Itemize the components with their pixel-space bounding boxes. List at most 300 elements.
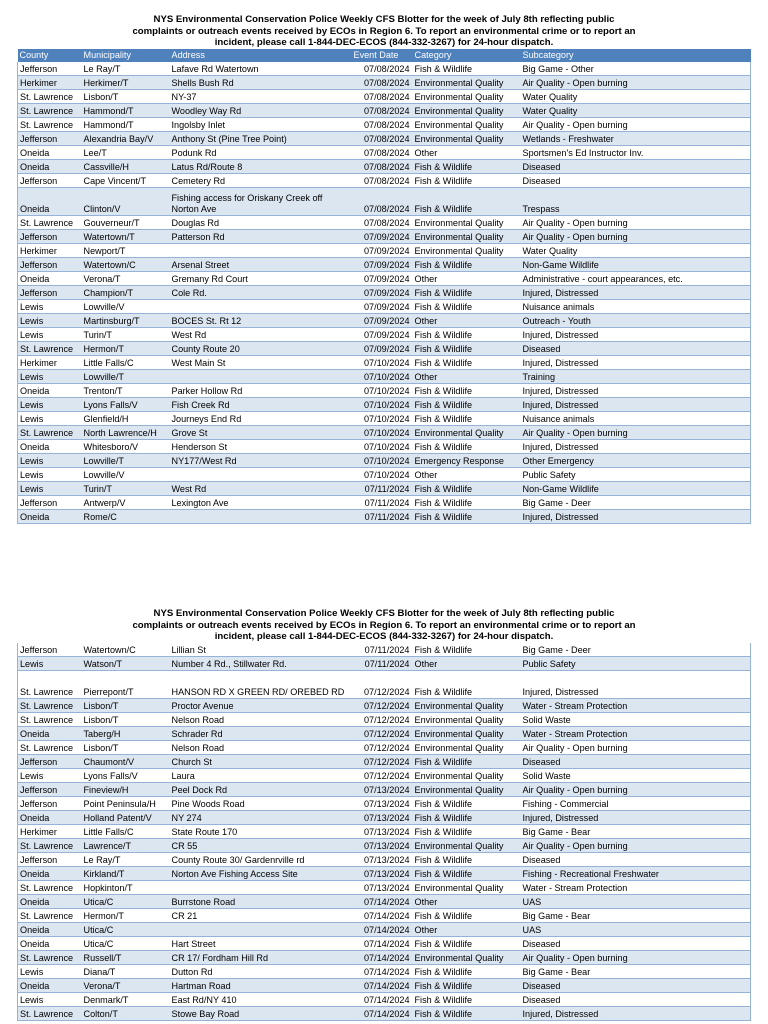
- table-row: [18, 145, 751, 159]
- event-date-cell: 07/13/2024: [352, 796, 413, 810]
- category-cell: Emergency Response: [413, 453, 521, 467]
- event-date-cell: 07/10/2024: [352, 439, 413, 453]
- subcategory-cell: Big Game - Bear: [521, 964, 751, 978]
- event-date-cell: 07/10/2024: [352, 369, 413, 383]
- category-cell: Environmental Quality: [413, 768, 521, 782]
- county-cell: Oneida: [18, 187, 82, 215]
- event-date-cell: 07/10/2024: [352, 467, 413, 481]
- subcategory-cell: Fishing - Recreational Freshwater: [521, 866, 751, 880]
- table-row: [18, 782, 751, 796]
- table-row: [18, 866, 751, 880]
- county-cell: St. Lawrence: [18, 670, 82, 698]
- municipality-cell: Watertown/C: [82, 643, 170, 657]
- municipality-cell: Lisbon/T: [82, 698, 170, 712]
- blotter-page-1: [0, 14, 768, 524]
- category-cell: Fish & Wildlife: [413, 173, 521, 187]
- county-cell: St. Lawrence: [18, 740, 82, 754]
- table-row: [18, 397, 751, 411]
- category-cell: Fish & Wildlife: [413, 1006, 521, 1020]
- table-body: [18, 62, 751, 524]
- county-cell: Lewis: [18, 299, 82, 313]
- category-cell: Fish & Wildlife: [413, 852, 521, 866]
- event-date-cell: 07/14/2024: [352, 950, 413, 964]
- municipality-cell: Lyons Falls/V: [82, 397, 170, 411]
- municipality-cell: Hammond/T: [82, 103, 170, 117]
- table-row: [18, 1006, 751, 1020]
- address-cell: Shells Bush Rd: [170, 75, 352, 89]
- municipality-cell: Utica/C: [82, 894, 170, 908]
- table-row: [18, 229, 751, 243]
- county-cell: Jefferson: [18, 229, 82, 243]
- event-date-cell: 07/08/2024: [352, 187, 413, 215]
- address-cell: West Rd: [170, 481, 352, 495]
- category-cell: Fish & Wildlife: [413, 439, 521, 453]
- county-cell: St. Lawrence: [18, 215, 82, 229]
- municipality-cell: Hopkinton/T: [82, 880, 170, 894]
- event-date-cell: 07/14/2024: [352, 922, 413, 936]
- subcategory-cell: Outreach - Youth: [521, 313, 751, 327]
- subcategory-cell: Injured, Distressed: [521, 439, 751, 453]
- subcategory-cell: Injured, Distressed: [521, 397, 751, 411]
- county-cell: Jefferson: [18, 754, 82, 768]
- category-cell: Fish & Wildlife: [413, 866, 521, 880]
- address-cell: State Route 170: [170, 824, 352, 838]
- header-county: County: [18, 49, 82, 62]
- category-cell: Fish & Wildlife: [413, 187, 521, 215]
- municipality-cell: Little Falls/C: [82, 824, 170, 838]
- subcategory-cell: Air Quality - Open burning: [521, 782, 751, 796]
- municipality-cell: Cape Vincent/T: [82, 173, 170, 187]
- category-cell: Environmental Quality: [413, 712, 521, 726]
- address-cell: County Route 20: [170, 341, 352, 355]
- address-cell: Woodley Way Rd: [170, 103, 352, 117]
- county-cell: St. Lawrence: [18, 712, 82, 726]
- table-row: [18, 285, 751, 299]
- address-cell: CR 21: [170, 908, 352, 922]
- table-row: [18, 656, 751, 670]
- table-row: [18, 754, 751, 768]
- county-cell: Lewis: [18, 411, 82, 425]
- address-cell: CR 55: [170, 838, 352, 852]
- municipality-cell: Trenton/T: [82, 383, 170, 397]
- table-row: [18, 880, 751, 894]
- address-cell: Cole Rd.: [170, 285, 352, 299]
- municipality-cell: Point Peninsula/H: [82, 796, 170, 810]
- category-cell: Fish & Wildlife: [413, 397, 521, 411]
- county-cell: Lewis: [18, 481, 82, 495]
- event-date-cell: 07/10/2024: [352, 397, 413, 411]
- county-cell: Oneida: [18, 383, 82, 397]
- category-cell: Other: [413, 271, 521, 285]
- subcategory-cell: Trespass: [521, 187, 751, 215]
- blotter-title: NYS Environmental Conservation Police Weekly CFS Blotter for the week of July 8th reflecting public complaints or outreach events received by ECOs in Region 6. To report an environmental crime or to report an incident, please call 1-844-DEC-ECOS (844-332-3267) for 24-hour dispatch.: [132, 608, 636, 642]
- subcategory-cell: Big Game - Bear: [521, 824, 751, 838]
- event-date-cell: 07/14/2024: [352, 964, 413, 978]
- subcategory-cell: Water - Stream Protection: [521, 880, 751, 894]
- county-cell: Oneida: [18, 978, 82, 992]
- table-row: [18, 936, 751, 950]
- event-date-cell: 07/08/2024: [352, 75, 413, 89]
- address-cell: Number 4 Rd., Stillwater Rd.: [170, 656, 352, 670]
- event-date-cell: 07/08/2024: [352, 103, 413, 117]
- category-cell: Fish & Wildlife: [413, 495, 521, 509]
- category-cell: Fish & Wildlife: [413, 754, 521, 768]
- address-cell: Dutton Rd: [170, 964, 352, 978]
- municipality-cell: Lee/T: [82, 145, 170, 159]
- address-cell: Pine Woods Road: [170, 796, 352, 810]
- category-cell: Fish & Wildlife: [413, 257, 521, 271]
- county-cell: Lewis: [18, 656, 82, 670]
- municipality-cell: Le Ray/T: [82, 62, 170, 76]
- address-cell: CR 17/ Fordham Hill Rd: [170, 950, 352, 964]
- category-cell: Fish & Wildlife: [413, 796, 521, 810]
- event-date-cell: 07/14/2024: [352, 894, 413, 908]
- municipality-cell: Watertown/T: [82, 229, 170, 243]
- table-row: [18, 908, 751, 922]
- address-cell: Burrstone Road: [170, 894, 352, 908]
- municipality-cell: Lowville/V: [82, 299, 170, 313]
- address-cell: [170, 509, 352, 523]
- table-row: [18, 922, 751, 936]
- header-municipality: Municipality: [82, 49, 170, 62]
- address-cell: Douglas Rd: [170, 215, 352, 229]
- event-date-cell: 07/10/2024: [352, 411, 413, 425]
- address-cell: Journeys End Rd: [170, 411, 352, 425]
- subcategory-cell: Injured, Distressed: [521, 670, 751, 698]
- table-row: [18, 159, 751, 173]
- county-cell: St. Lawrence: [18, 698, 82, 712]
- category-cell: Other: [413, 656, 521, 670]
- category-cell: Fish & Wildlife: [413, 509, 521, 523]
- municipality-cell: Watson/T: [82, 656, 170, 670]
- county-cell: Herkimer: [18, 355, 82, 369]
- table-row: [18, 215, 751, 229]
- event-date-cell: 07/13/2024: [352, 824, 413, 838]
- category-cell: Fish & Wildlife: [413, 992, 521, 1006]
- event-date-cell: 07/13/2024: [352, 810, 413, 824]
- table-row: [18, 964, 751, 978]
- header-address: Address: [170, 49, 352, 62]
- subcategory-cell: Injured, Distressed: [521, 327, 751, 341]
- category-cell: Other: [413, 467, 521, 481]
- subcategory-cell: Big Game - Deer: [521, 643, 751, 657]
- address-cell: Anthony St (Pine Tree Point): [170, 131, 352, 145]
- event-date-cell: 07/13/2024: [352, 852, 413, 866]
- municipality-cell: Hermon/T: [82, 341, 170, 355]
- county-cell: Lewis: [18, 327, 82, 341]
- address-cell: Fishing access for Oriskany Creek off Norton Ave: [170, 187, 352, 215]
- county-cell: Jefferson: [18, 62, 82, 76]
- municipality-cell: Hermon/T: [82, 908, 170, 922]
- blotter-page-2: [0, 608, 768, 1021]
- event-date-cell: 07/08/2024: [352, 145, 413, 159]
- table-row: [18, 838, 751, 852]
- county-cell: Jefferson: [18, 285, 82, 299]
- municipality-cell: Denmark/T: [82, 992, 170, 1006]
- municipality-cell: Taberg/H: [82, 726, 170, 740]
- event-date-cell: 07/13/2024: [352, 866, 413, 880]
- municipality-cell: Hammond/T: [82, 117, 170, 131]
- county-cell: Oneida: [18, 145, 82, 159]
- category-cell: Fish & Wildlife: [413, 327, 521, 341]
- subcategory-cell: Air Quality - Open burning: [521, 215, 751, 229]
- county-cell: St. Lawrence: [18, 908, 82, 922]
- county-cell: Lewis: [18, 964, 82, 978]
- event-date-cell: 07/09/2024: [352, 313, 413, 327]
- municipality-cell: Verona/T: [82, 978, 170, 992]
- table-row: [18, 313, 751, 327]
- address-cell: Podunk Rd: [170, 145, 352, 159]
- municipality-cell: Colton/T: [82, 1006, 170, 1020]
- subcategory-cell: Diseased: [521, 754, 751, 768]
- subcategory-cell: Administrative - court appearances, etc.: [521, 271, 751, 285]
- county-cell: Oneida: [18, 810, 82, 824]
- subcategory-cell: Diseased: [521, 852, 751, 866]
- event-date-cell: 07/08/2024: [352, 62, 413, 76]
- category-cell: Fish & Wildlife: [413, 299, 521, 313]
- subcategory-cell: Sportsmen's Ed Instructor Inv.: [521, 145, 751, 159]
- address-cell: Gremany Rd Court: [170, 271, 352, 285]
- municipality-cell: Lowville/V: [82, 467, 170, 481]
- table-row: [18, 796, 751, 810]
- table-row: [18, 852, 751, 866]
- category-cell: Environmental Quality: [413, 698, 521, 712]
- category-cell: Fish & Wildlife: [413, 824, 521, 838]
- address-cell: [170, 369, 352, 383]
- county-cell: Jefferson: [18, 495, 82, 509]
- municipality-cell: Little Falls/C: [82, 355, 170, 369]
- address-cell: [170, 243, 352, 257]
- municipality-cell: Watertown/C: [82, 257, 170, 271]
- address-cell: Latus Rd/Route 8: [170, 159, 352, 173]
- category-cell: Environmental Quality: [413, 740, 521, 754]
- subcategory-cell: Injured, Distressed: [521, 810, 751, 824]
- address-cell: County Route 30/ Gardenrville rd: [170, 852, 352, 866]
- table-row: [18, 824, 751, 838]
- event-date-cell: 07/08/2024: [352, 89, 413, 103]
- subcategory-cell: Air Quality - Open burning: [521, 425, 751, 439]
- table-row: [18, 768, 751, 782]
- address-cell: [170, 299, 352, 313]
- category-cell: Other: [413, 313, 521, 327]
- event-date-cell: 07/11/2024: [352, 509, 413, 523]
- table-row: [18, 992, 751, 1006]
- address-cell: Henderson St: [170, 439, 352, 453]
- subcategory-cell: Injured, Distressed: [521, 1006, 751, 1020]
- address-cell: Lexington Ave: [170, 495, 352, 509]
- county-cell: Lewis: [18, 467, 82, 481]
- municipality-cell: Utica/C: [82, 922, 170, 936]
- table-row: [18, 978, 751, 992]
- event-date-cell: 07/08/2024: [352, 215, 413, 229]
- event-date-cell: 07/10/2024: [352, 355, 413, 369]
- table-body: [18, 643, 751, 1021]
- category-cell: Environmental Quality: [413, 103, 521, 117]
- event-date-cell: 07/08/2024: [352, 173, 413, 187]
- category-cell: Fish & Wildlife: [413, 285, 521, 299]
- municipality-cell: Fineview/H: [82, 782, 170, 796]
- table-row: [18, 299, 751, 313]
- county-cell: Jefferson: [18, 257, 82, 271]
- table-header-row: [18, 49, 751, 62]
- subcategory-cell: Public Safety: [521, 467, 751, 481]
- table-row: [18, 117, 751, 131]
- subcategory-cell: Water Quality: [521, 103, 751, 117]
- subcategory-cell: Nuisance animals: [521, 411, 751, 425]
- address-cell: Parker Hollow Rd: [170, 383, 352, 397]
- subcategory-cell: Air Quality - Open burning: [521, 950, 751, 964]
- event-date-cell: 07/09/2024: [352, 229, 413, 243]
- subcategory-cell: Water - Stream Protection: [521, 698, 751, 712]
- table-row: [18, 369, 751, 383]
- county-cell: Oneida: [18, 159, 82, 173]
- municipality-cell: Pierrepont/T: [82, 670, 170, 698]
- event-date-cell: 07/14/2024: [352, 978, 413, 992]
- category-cell: Fish & Wildlife: [413, 62, 521, 76]
- table-row: [18, 467, 751, 481]
- municipality-cell: Cassville/H: [82, 159, 170, 173]
- table-row: [18, 810, 751, 824]
- table-row: [18, 243, 751, 257]
- table-row: [18, 173, 751, 187]
- header-subcategory: Subcategory: [521, 49, 751, 62]
- subcategory-cell: Injured, Distressed: [521, 355, 751, 369]
- subcategory-cell: Injured, Distressed: [521, 285, 751, 299]
- subcategory-cell: Non-Game Wildlife: [521, 481, 751, 495]
- address-cell: Norton Ave Fishing Access Site: [170, 866, 352, 880]
- event-date-cell: 07/09/2024: [352, 341, 413, 355]
- category-cell: Fish & Wildlife: [413, 355, 521, 369]
- county-cell: St. Lawrence: [18, 341, 82, 355]
- municipality-cell: Champion/T: [82, 285, 170, 299]
- address-cell: West Main St: [170, 355, 352, 369]
- event-date-cell: 07/12/2024: [352, 740, 413, 754]
- event-date-cell: 07/10/2024: [352, 453, 413, 467]
- county-cell: Lewis: [18, 453, 82, 467]
- address-cell: NY 274: [170, 810, 352, 824]
- category-cell: Fish & Wildlife: [413, 341, 521, 355]
- county-cell: St. Lawrence: [18, 117, 82, 131]
- table-row: [18, 187, 751, 215]
- subcategory-cell: Solid Waste: [521, 768, 751, 782]
- event-date-cell: 07/12/2024: [352, 768, 413, 782]
- subcategory-cell: Wetlands - Freshwater: [521, 131, 751, 145]
- table-row: [18, 712, 751, 726]
- category-cell: Environmental Quality: [413, 950, 521, 964]
- table-row: [18, 327, 751, 341]
- municipality-cell: Newport/T: [82, 243, 170, 257]
- county-cell: Oneida: [18, 509, 82, 523]
- subcategory-cell: Injured, Distressed: [521, 509, 751, 523]
- municipality-cell: Martinsburg/T: [82, 313, 170, 327]
- category-cell: Fish & Wildlife: [413, 908, 521, 922]
- category-cell: Fish & Wildlife: [413, 643, 521, 657]
- address-cell: East Rd/NY 410: [170, 992, 352, 1006]
- address-cell: Lillian St: [170, 643, 352, 657]
- county-cell: Jefferson: [18, 782, 82, 796]
- table-row: [18, 740, 751, 754]
- event-date-cell: 07/13/2024: [352, 880, 413, 894]
- event-date-cell: 07/09/2024: [352, 257, 413, 271]
- subcategory-cell: Diseased: [521, 936, 751, 950]
- address-cell: Laura: [170, 768, 352, 782]
- subcategory-cell: UAS: [521, 894, 751, 908]
- event-date-cell: 07/11/2024: [352, 656, 413, 670]
- subcategory-cell: Training: [521, 369, 751, 383]
- table-row: [18, 726, 751, 740]
- municipality-cell: Turin/T: [82, 481, 170, 495]
- table-row: [18, 670, 751, 698]
- table-row: [18, 75, 751, 89]
- address-cell: NY-37: [170, 89, 352, 103]
- subcategory-cell: Diseased: [521, 341, 751, 355]
- county-cell: Oneida: [18, 439, 82, 453]
- table-row: [18, 103, 751, 117]
- municipality-cell: Whitesboro/V: [82, 439, 170, 453]
- table-row: [18, 62, 751, 76]
- subcategory-cell: Other Emergency: [521, 453, 751, 467]
- county-cell: Jefferson: [18, 131, 82, 145]
- event-date-cell: 07/12/2024: [352, 754, 413, 768]
- table-row: [18, 495, 751, 509]
- subcategory-cell: Water - Stream Protection: [521, 726, 751, 740]
- municipality-cell: Lowville/T: [82, 453, 170, 467]
- address-cell: Hartman Road: [170, 978, 352, 992]
- address-cell: Ingolsby Inlet: [170, 117, 352, 131]
- address-cell: Stowe Bay Road: [170, 1006, 352, 1020]
- subcategory-cell: Big Game - Other: [521, 62, 751, 76]
- municipality-cell: Lyons Falls/V: [82, 768, 170, 782]
- county-cell: Lewis: [18, 992, 82, 1006]
- address-cell: Nelson Road: [170, 712, 352, 726]
- county-cell: St. Lawrence: [18, 880, 82, 894]
- address-cell: [170, 467, 352, 481]
- subcategory-cell: Diseased: [521, 978, 751, 992]
- county-cell: Oneida: [18, 726, 82, 740]
- municipality-cell: Utica/C: [82, 936, 170, 950]
- event-date-cell: 07/14/2024: [352, 936, 413, 950]
- category-cell: Environmental Quality: [413, 425, 521, 439]
- table-row: [18, 698, 751, 712]
- category-cell: Other: [413, 922, 521, 936]
- event-date-cell: 07/13/2024: [352, 838, 413, 852]
- category-cell: Fish & Wildlife: [413, 810, 521, 824]
- table-row: [18, 425, 751, 439]
- county-cell: St. Lawrence: [18, 425, 82, 439]
- subcategory-cell: Big Game - Deer: [521, 495, 751, 509]
- table-row: [18, 950, 751, 964]
- category-cell: Fish & Wildlife: [413, 670, 521, 698]
- category-cell: Fish & Wildlife: [413, 383, 521, 397]
- address-cell: West Rd: [170, 327, 352, 341]
- subcategory-cell: Solid Waste: [521, 712, 751, 726]
- category-cell: Environmental Quality: [413, 215, 521, 229]
- category-cell: Environmental Quality: [413, 880, 521, 894]
- county-cell: Jefferson: [18, 643, 82, 657]
- category-cell: Environmental Quality: [413, 131, 521, 145]
- event-date-cell: 07/08/2024: [352, 159, 413, 173]
- municipality-cell: Gouverneur/T: [82, 215, 170, 229]
- address-cell: [170, 922, 352, 936]
- county-cell: Lewis: [18, 768, 82, 782]
- county-cell: Herkimer: [18, 243, 82, 257]
- table-row: [18, 89, 751, 103]
- subcategory-cell: Diseased: [521, 992, 751, 1006]
- table-row: [18, 355, 751, 369]
- municipality-cell: Antwerp/V: [82, 495, 170, 509]
- municipality-cell: Chaumont/V: [82, 754, 170, 768]
- county-cell: Herkimer: [18, 75, 82, 89]
